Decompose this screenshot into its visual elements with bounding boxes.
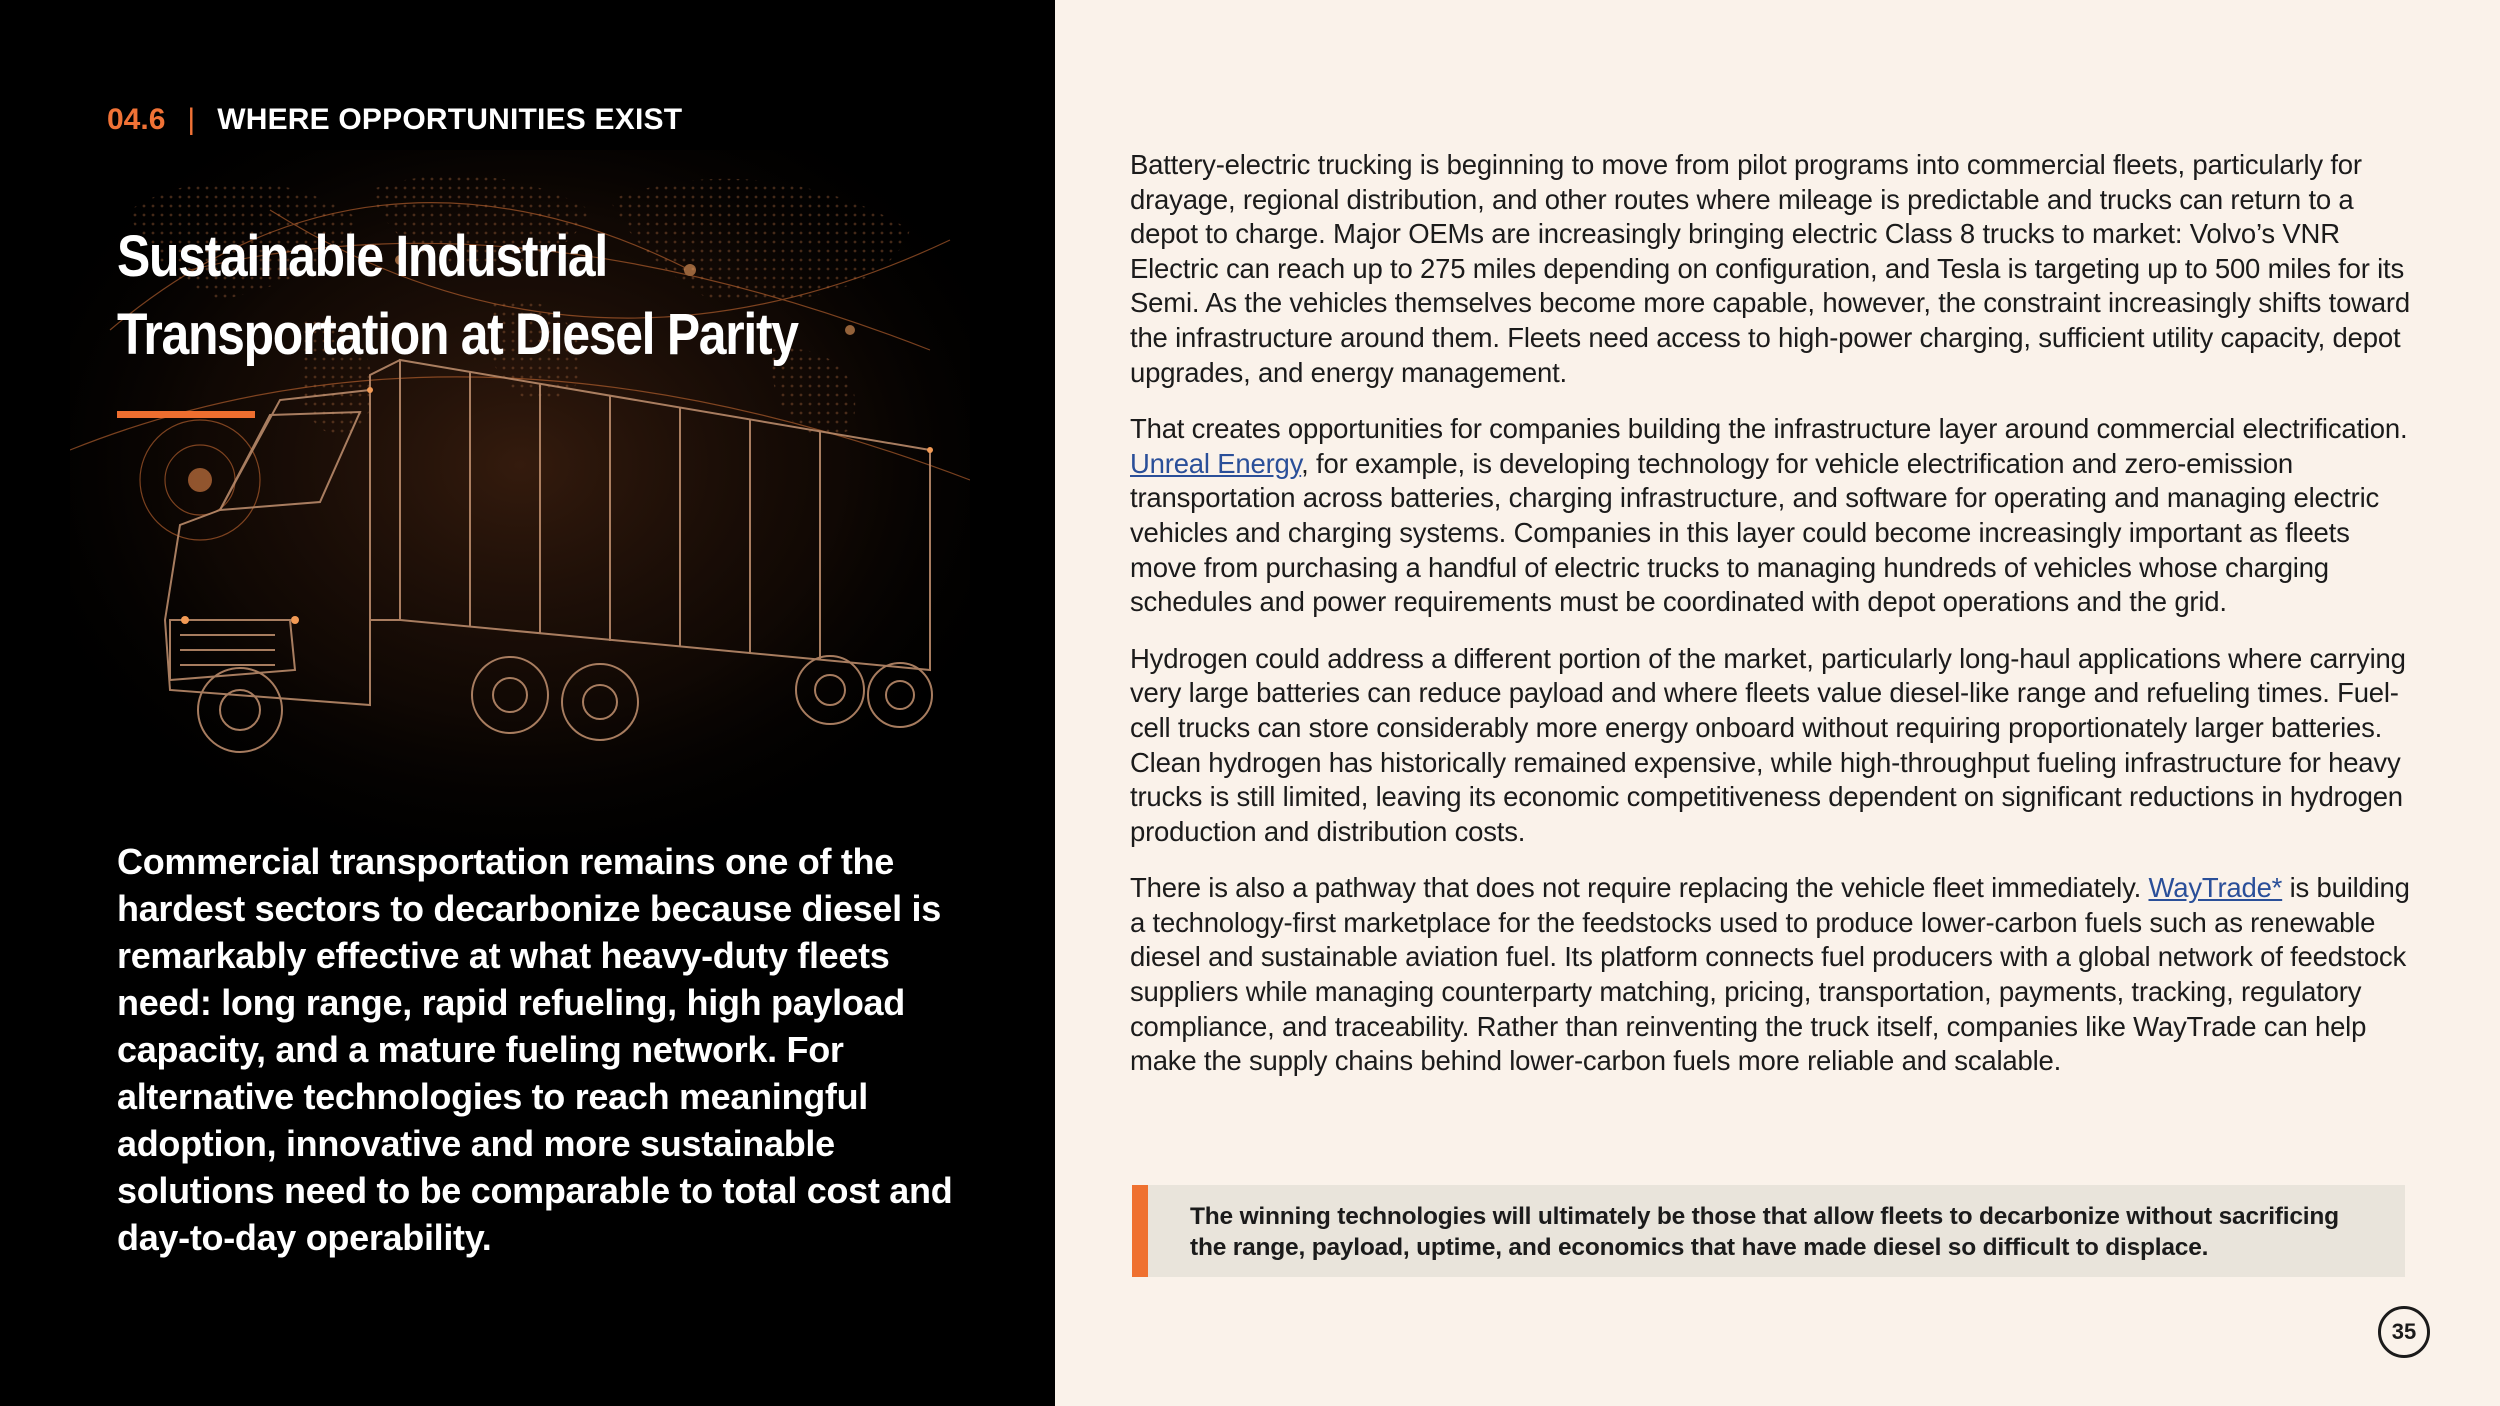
paragraph-fuels-text-2: is building a technology-first marketplace for the feedstocks used to produce lower-carbon fuels such as renewable diesel and sustainable aviation fuel. Its platform connects fuel producers with a global network of feedstock suppliers while managing counterparty matching, pricing, transportation, payments, tracking, regulatory compliance, and traceability. Rather than reinventing the truck itself, companies like WayTrade can help make the supply chains behind lower-carbon fuels more reliable and scalable. <box>1130 872 2410 1077</box>
left-panel <box>0 0 1055 1406</box>
intro-paragraph: Commercial transportation remains one of the hardest sectors to decarbonize because diesel is remarkably effective at what heavy-duty fleets need: long range, rapid refueling, high payload capacity, and a mature fueling network. For alternative technologies to reach meaningful adoption, innovative and more sustainable solutions need to be comparable to total cost and day-to-day operability. <box>117 841 953 1258</box>
paragraph-hydrogen: Hydrogen could address a different portion of the market, particularly long-haul applications where carrying very large batteries can reduce payload and where fleets value diesel-like range and refueling times. Fuel-cell trucks can store considerably more energy onboard without requiring proportionately larger batteries. Clean hydrogen has historically remained expensive, while high-throughput fueling infrastructure for heavy trucks is still limited, leaving its economic competitiveness dependent on significant reductions in hydrogen production and distribution costs. <box>1130 642 2406 847</box>
paragraph-low-carbon-fuels <box>1130 871 2420 1079</box>
paragraph-infrastructure <box>1130 412 2420 620</box>
paragraph-fuels-text-1: There is also a pathway that does not require replacing the vehicle fleet immediately. <box>1130 872 2149 904</box>
title-accent-bar <box>117 411 255 418</box>
unreal-energy-link[interactable]: Unreal Energy <box>1130 447 1302 479</box>
body-text <box>1130 148 2420 1101</box>
section-label <box>107 100 682 140</box>
paragraph-infrastructure-text-2: , for example, is developing technology for vehicle electrification and zero-emission transportation across batteries, charging infrastructure, and software for operating and managing electric vehicles and charging systems. Companies in this layer could become increasingly important as fleets move from purchasing a handful of electric trucks to managing hundreds of vehicles whose charging schedules and power requirements must be coordinated with depot operations and the grid. <box>1130 447 2380 618</box>
page-title-line-2: Transportation at Diesel Parity <box>117 302 798 367</box>
callout-quote <box>1132 1185 2405 1277</box>
page-number-badge <box>2378 1306 2430 1358</box>
waytrade-link[interactable]: WayTrade* <box>2148 872 2283 904</box>
page-title <box>117 218 798 374</box>
section-title: WHERE OPPORTUNITIES EXIST <box>217 103 683 136</box>
page-number: 35 <box>2391 1319 2417 1344</box>
section-divider: | <box>187 103 196 136</box>
callout-text: The winning technologies will ultimately be those that allow fleets to decarbonize without sacrificing the range, payload, uptime, and economics that have made diesel so difficult to displace. <box>1190 1203 2339 1261</box>
section-number: 04.6 <box>107 103 166 136</box>
page-title-line-1: Sustainable Industrial <box>117 224 607 289</box>
paragraph-battery-electric: Battery-electric trucking is beginning to move from pilot programs into commercial fleets, particularly for drayage, regional distribution, and other routes where mileage is predictable and trucks can return to a depot to charge. Major OEMs are increasingly bringing electric Class 8 trucks to market: Volvo’s VNR Electric can reach up to 275 miles depending on configuration, and Tesla is targeting up to 500 miles for its Semi. As the vehicles themselves become more capable, however, the constraint increasingly shifts toward the infrastructure around them. Fleets need access to high-power charging, sufficient utility capacity, depot upgrades, and energy management. <box>1130 149 2410 388</box>
paragraph-infrastructure-text-1: That creates opportunities for companies building the infrastructure layer around commercial electrification. <box>1130 413 2408 445</box>
